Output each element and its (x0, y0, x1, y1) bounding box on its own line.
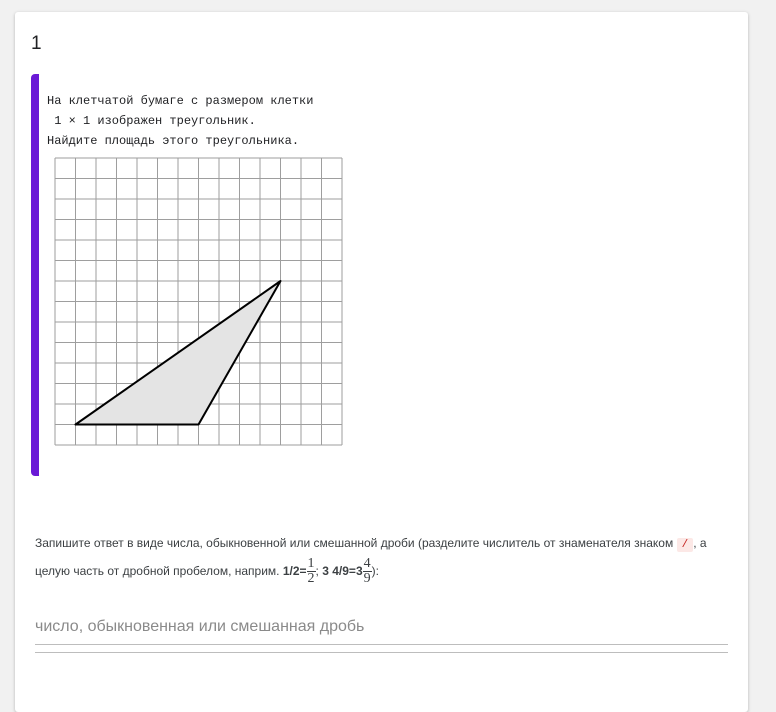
instructions-end: ): (371, 564, 379, 578)
example-1 (283, 564, 307, 578)
example-2-denominator: 9 (363, 571, 371, 587)
question-text-line-1: На клетчатой бумаге с размером клетки (47, 94, 314, 108)
example-1-denominator: 2 (307, 571, 315, 587)
question-card (15, 12, 748, 712)
example-1-equals: = (299, 564, 307, 578)
slash-code: / (677, 538, 694, 552)
active-question-accent-bar (31, 74, 39, 476)
example-2-whole: 3 (355, 564, 363, 578)
example-1-numerator: 1 (307, 556, 315, 572)
question-text (47, 91, 313, 151)
example-1-fraction (307, 557, 316, 586)
example-1-label: 1/2 (282, 564, 300, 578)
question-text-line-3: Найдите площадь этого треугольника. (47, 134, 300, 148)
example-separator: ; (315, 564, 323, 578)
answer-instructions (35, 529, 735, 586)
example-2-label: 3 4/9 (322, 564, 349, 578)
question-number: 1 (31, 33, 42, 54)
example-2-equals: = (348, 564, 356, 578)
example-2-fraction (363, 557, 372, 586)
answer-input[interactable] (35, 612, 728, 645)
answer-input-underline (35, 652, 728, 653)
triangle-grid-figure (54, 157, 344, 447)
instructions-text-2: , а целую часть от дробной пробелом, наприм. (35, 536, 707, 578)
example-2-numerator: 4 (363, 556, 371, 572)
instructions-text-1: Запишите ответ в виде числа, обыкновенной или смешанной дроби (разделите числитель от знаменателя знаком (35, 536, 677, 550)
question-text-line-2: 1 × 1 изображен треугольник. (47, 114, 256, 128)
example-2 (322, 564, 362, 578)
